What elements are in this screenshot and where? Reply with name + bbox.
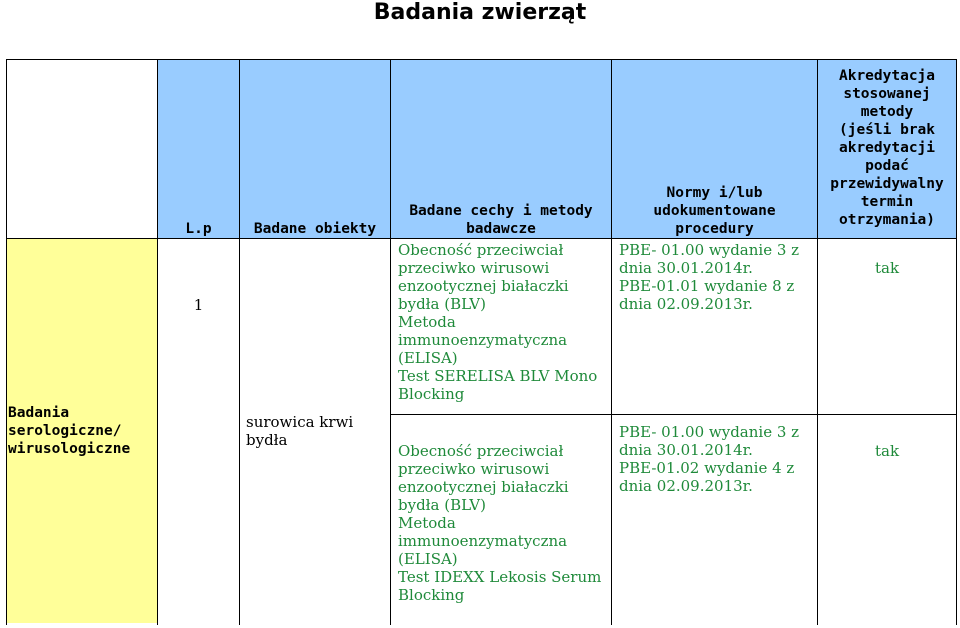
header-accreditation: Akredytacja stosowanej metody (jeśli brak akredytacji podać przewidywalny termin otrzymania) bbox=[830, 68, 944, 228]
category-label: Badania serologiczne/ wirusologiczne bbox=[8, 405, 131, 457]
header-features: Badane cechy i metody badawcze bbox=[409, 203, 593, 237]
header-lp: L.p bbox=[185, 221, 212, 237]
method-2-feature: Obecność przeciwciał przeciwko wirusowi enzootycznej białaczki bydła (BLV) Metoda immunoenzymatyczna (ELISA) Test IDEXX Lekosis Serum Blocking bbox=[398, 442, 602, 604]
method-2-accreditation: tak bbox=[874, 442, 900, 460]
method-1-feature: Obecność przeciwciał przeciwko wirusowi enzootycznej białaczki bydła (BLV) Metoda immunoenzymatyczna (ELISA) Test SERELISA BLV Mono Blocking bbox=[398, 241, 598, 403]
header-objects: Badane obiekty bbox=[253, 221, 377, 237]
method-1-norms: PBE- 01.00 wydanie 3 z dnia 30.01.2014r. PBE-01.01 wydanie 8 z dnia 02.09.2013r. bbox=[619, 241, 800, 313]
page-title: Badania zwierząt bbox=[373, 0, 587, 25]
row-object: surowica krwi bydła bbox=[246, 413, 354, 449]
method-1-accreditation: tak bbox=[874, 259, 900, 277]
header-norms: Normy i/lub udokumentowane procedury bbox=[653, 185, 776, 237]
category-header-blank bbox=[6, 60, 158, 238]
row-number: 1 bbox=[193, 296, 204, 314]
method-2-norms: PBE- 01.00 wydanie 3 z dnia 30.01.2014r. PBE-01.02 wydanie 4 z dnia 02.09.2013r. bbox=[619, 423, 800, 495]
